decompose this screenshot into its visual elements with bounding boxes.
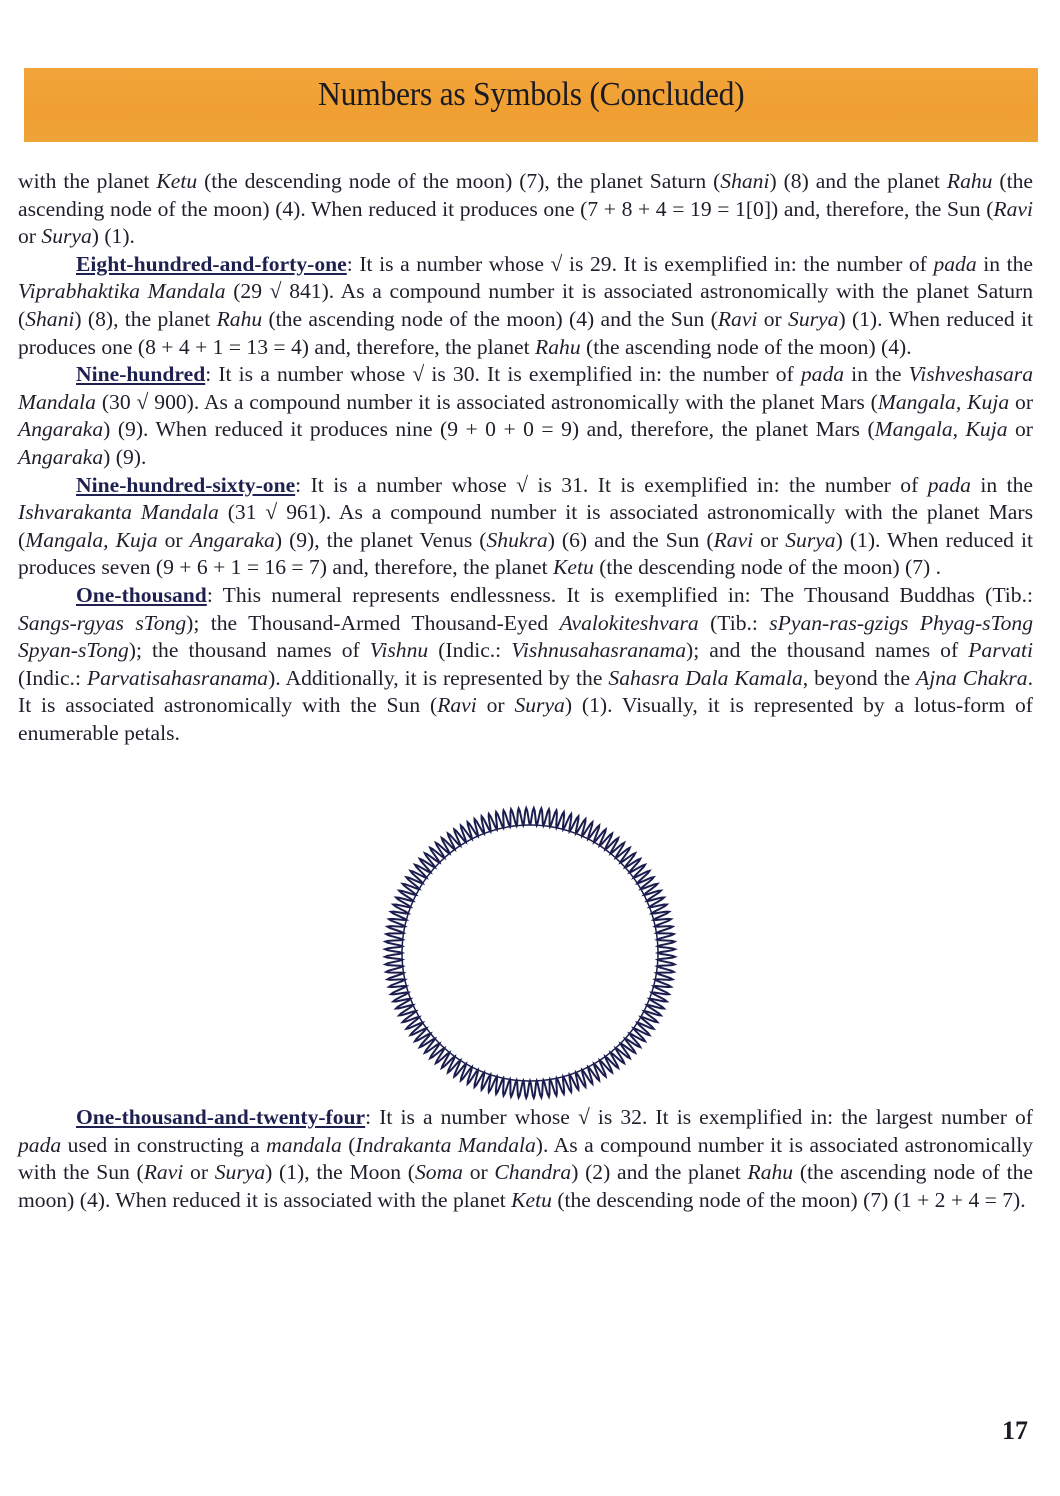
text-run: in the: [844, 362, 909, 387]
italic-term: Ravi: [143, 1160, 184, 1185]
text-run: (Indic.:: [18, 665, 87, 690]
text-run: or: [462, 1160, 495, 1185]
italic-term: Surya: [514, 693, 565, 718]
italic-term: Ketu: [511, 1187, 552, 1212]
italic-term: Mangala, Kuja: [25, 527, 158, 552]
entry-heading: One-thousand: [76, 582, 207, 607]
italic-term: Ravi: [437, 693, 477, 718]
text-run: or: [757, 306, 789, 331]
text-run: (Indic.:: [428, 638, 512, 663]
text-run: : It is a number whose √ is 31. It is exemplified in: the number of: [295, 472, 928, 497]
text-run: ); the Thousand-Armed Thousand-Eyed: [186, 610, 560, 635]
paragraph: [18, 472, 1033, 582]
text-run: (the ascending node of the moon) (4). When reduced it produces one (7 + 8 + 4 = 19 = 1[0]) and, therefore, the Sun (: [18, 169, 1033, 221]
italic-term: Chandra: [494, 1160, 572, 1185]
text-run: ) (1), the Moon (: [265, 1160, 415, 1185]
text-run: or: [18, 224, 42, 249]
italic-term: Parvati: [968, 638, 1033, 663]
italic-term: Mangala, Kuja: [874, 417, 1008, 442]
italic-term: Rahu: [216, 306, 263, 331]
text-run: : It is a number whose √ is 32. It is exemplified in: the largest number of: [365, 1105, 1033, 1129]
text-run: with the planet: [18, 169, 157, 193]
italic-term: Surya: [785, 527, 836, 552]
entry-heading: Eight-hundred-and-forty-one: [76, 251, 347, 276]
italic-term: Ketu: [553, 555, 594, 580]
page-title: Numbers as Symbols (Concluded): [317, 76, 745, 113]
text-run: ) (9). When reduced it produces nine (9 + 0 + 0 = 9) and, therefore, the planet Mars (: [103, 417, 875, 442]
italic-term: Ravi: [717, 306, 758, 331]
text-run: (30 √ 900). As a compound number it is associated astronomically with the planet Mars (: [95, 389, 878, 414]
body-text-top: [18, 168, 1033, 747]
text-run: (the ascending node of the moon) (4) and the Sun (: [262, 306, 718, 331]
italic-term: Shukra: [486, 527, 548, 552]
text-run: or: [157, 527, 190, 552]
italic-term: Vishnu: [369, 638, 429, 663]
text-run: ) (8) and the planet: [769, 169, 947, 193]
italic-term: Rahu: [535, 334, 581, 359]
text-run: (: [341, 1132, 356, 1157]
text-run: ) (8), the planet: [74, 306, 217, 331]
paragraph: [18, 251, 1033, 361]
italic-term: pada: [800, 362, 845, 387]
lotus-petals: [385, 808, 675, 1098]
italic-term: Ajna Chakra: [916, 665, 1028, 690]
italic-term: Rahu: [747, 1160, 794, 1185]
italic-term: Vishnusahasranama: [511, 638, 687, 663]
text-run: or: [1009, 389, 1034, 414]
text-run: (29 √ 841). As a compound number it is associated astronomically with the planet Saturn (: [18, 279, 1034, 331]
entry-heading: Nine-hundred: [76, 362, 206, 387]
italic-term: Ketu: [156, 169, 198, 193]
text-run: : It is a number whose √ is 30. It is exemplified in: the number of: [205, 362, 801, 387]
text-run: (the ascending node of the moon) (4). When reduced it is associated with the planet: [18, 1160, 1033, 1212]
text-run: ) (1). When reduced it produces one (8 + 4 + 1 = 13 = 4) and, therefore, the planet: [18, 306, 1033, 359]
italic-term: Indrakanta Mandala: [355, 1132, 536, 1157]
italic-term: Ishvarakanta Mandala: [18, 500, 219, 525]
paragraph: [18, 168, 1033, 251]
italic-term: Viprabhaktika Mandala: [18, 279, 226, 304]
text-run: , beyond the: [802, 665, 917, 690]
text-run: ) (6) and the Sun (: [547, 527, 714, 552]
text-run: (Tib.:: [698, 610, 770, 635]
text-run: or: [183, 1160, 215, 1185]
text-run: ) (1). Visually, it is represented by a lotus-form of enumerable petals.: [18, 693, 1033, 745]
italic-term: Ravi: [713, 527, 754, 552]
italic-term: pada: [933, 251, 977, 276]
italic-term: Sahasra Dala Kamala: [608, 665, 803, 690]
italic-term: Shani: [25, 306, 75, 331]
text-run: or: [1007, 417, 1033, 442]
text-run: : It is a number whose √ is 29. It is exemplified in: the number of: [346, 251, 934, 276]
lotus-petal-ring-figure: [380, 805, 680, 1105]
text-run: ); the thousand names of: [128, 638, 370, 663]
italic-term: Surya: [41, 224, 92, 249]
chapter-title-banner: [24, 68, 1038, 142]
text-run: (the descending node of the moon) (7) .: [593, 555, 942, 580]
italic-term: Rahu: [946, 169, 993, 193]
entry-heading: Nine-hundred-sixty-one: [76, 472, 296, 497]
text-run: ) (1). When reduced it produces seven (9 + 6 + 1 = 16 = 7) and, therefore, the planet: [18, 527, 1034, 580]
page-number: 17: [1002, 1416, 1028, 1445]
entry-heading: One-thousand-and-twenty-four: [76, 1105, 366, 1129]
italic-term: Surya: [788, 306, 839, 331]
text-run: ). Additionally, it is represented by the: [268, 665, 609, 690]
italic-term: Angaraka: [18, 417, 104, 442]
text-run: or: [753, 527, 786, 552]
italic-term: Sangs-rgyas sTong: [18, 610, 187, 635]
text-run: . It is associated astronomically with the Sun (: [18, 665, 1033, 718]
text-run: in the: [970, 472, 1033, 497]
italic-term: Ravi: [993, 196, 1033, 221]
text-run: (the descending node of the moon) (7) (1 + 2 + 4 = 7).: [551, 1187, 1026, 1212]
italic-term: Parvatisahasranama: [86, 665, 269, 690]
italic-term: pada: [927, 472, 971, 497]
paragraph: [18, 582, 1033, 748]
italic-term: pada: [18, 1132, 62, 1157]
italic-term: Angaraka: [18, 444, 104, 469]
italic-term: Angaraka: [189, 527, 275, 552]
text-run: ) (9), the planet Venus (: [274, 527, 487, 552]
italic-term: Avalokiteshvara: [559, 610, 699, 635]
italic-term: Mangala, Kuja: [877, 389, 1010, 414]
text-run: ). As a compound number it is associated astronomically with the Sun (: [18, 1132, 1033, 1185]
italic-term: mandala: [266, 1132, 342, 1157]
italic-term: Soma: [414, 1160, 463, 1185]
text-run: or: [476, 693, 515, 718]
text-run: : This numeral represents endlessness. It is exemplified in: The Thousand Buddhas (Tib.:: [206, 582, 1033, 607]
paragraph: [18, 1104, 1033, 1214]
text-run: ) (2) and the planet: [571, 1160, 748, 1185]
text-run: ) (9).: [103, 444, 147, 469]
text-run: ); and the thousand names of: [686, 638, 969, 663]
italic-term: Surya: [214, 1160, 266, 1185]
text-run: (the descending node of the moon) (7), the planet Saturn (: [197, 169, 721, 193]
text-run: used in constructing a: [61, 1132, 267, 1157]
text-run: ) (1).: [91, 224, 135, 249]
italic-term: Vishveshasara Mandala: [18, 362, 1033, 414]
text-run: (the ascending node of the moon) (4).: [580, 334, 912, 359]
text-run: (31 √ 961). As a compound number it is associated astronomically with the planet Mars (: [18, 500, 1033, 552]
italic-term: Shani: [720, 169, 770, 193]
italic-term: sPyan-ras-gzigs Phyag-sTong Spyan-sTong: [18, 610, 1033, 663]
text-run: in the: [976, 251, 1033, 276]
body-text-bottom: [18, 1104, 1033, 1214]
paragraph: [18, 361, 1033, 471]
